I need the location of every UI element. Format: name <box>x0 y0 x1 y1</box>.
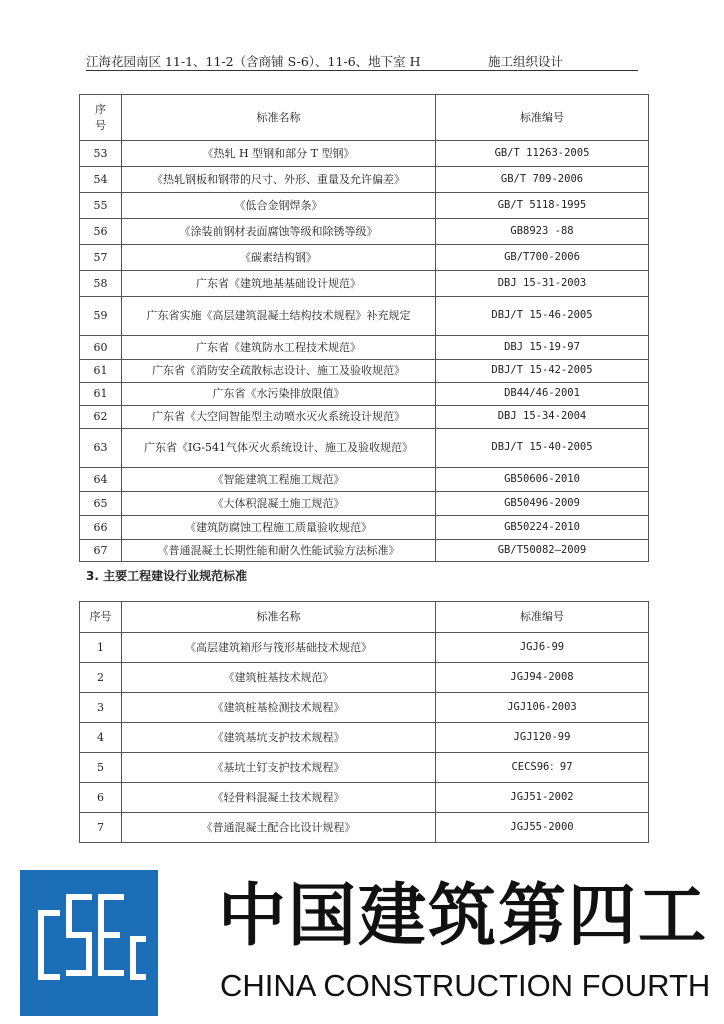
table-row <box>80 167 649 193</box>
table-row <box>80 193 649 219</box>
standards-table-1-body <box>80 141 649 562</box>
standard-name: 《热轧钢板和钢带的尺寸、外形、重量及允许偏差》 <box>122 167 436 193</box>
standard-code: JGJ51-2002 <box>436 783 649 813</box>
table-row <box>80 723 649 753</box>
table-row <box>80 468 649 492</box>
standard-code: JGJ94-2008 <box>436 663 649 693</box>
row-number: 6 <box>80 783 122 813</box>
standard-name: 广东省《水污染排放限值》 <box>122 383 436 406</box>
table-header-row <box>80 602 649 633</box>
row-number: 57 <box>80 245 122 271</box>
company-name-chinese: 中国建筑第四工 <box>218 877 709 956</box>
standard-name: 《涂装前钢材表面腐蚀等级和除锈等级》 <box>122 219 436 245</box>
standard-code: GB/T700-2006 <box>436 245 649 271</box>
table-row <box>80 271 649 297</box>
table-row <box>80 383 649 406</box>
row-number: 66 <box>80 516 122 540</box>
standard-code: DBJ 15-34-2004 <box>436 406 649 429</box>
section-title: 3. 主要工程建设行业规范标准 <box>86 569 248 583</box>
table-row <box>80 753 649 783</box>
row-number: 7 <box>80 813 122 843</box>
company-footer <box>0 848 724 1024</box>
page-header <box>86 50 638 71</box>
table-row <box>80 429 649 468</box>
table-row <box>80 693 649 723</box>
standard-code: GB/T 709-2006 <box>436 167 649 193</box>
row-number: 64 <box>80 468 122 492</box>
standard-code: DBJ 15-31-2003 <box>436 271 649 297</box>
standard-name: 《智能建筑工程施工规范》 <box>122 468 436 492</box>
table-row <box>80 141 649 167</box>
standard-code: GB/T 11263-2005 <box>436 141 649 167</box>
row-number: 63 <box>80 429 122 468</box>
row-number: 59 <box>80 297 122 336</box>
standard-name: 《热轧 H 型钢和部分 T 型钢》 <box>122 141 436 167</box>
header-project-name: 江海花园南区 11-1、11-2（含商铺 S-6）、11-6、地下室 H <box>86 54 421 69</box>
column-header-code: 标准编号 <box>436 602 649 633</box>
column-header-no: 序号 <box>80 95 122 141</box>
row-number: 55 <box>80 193 122 219</box>
table-row <box>80 245 649 271</box>
standard-name: 《普通混凝土长期性能和耐久性能试验方法标准》 <box>122 540 436 562</box>
standard-code: GB8923 -88 <box>436 219 649 245</box>
standard-name: 广东省实施《高层建筑混凝土结构技术规程》补充规定 <box>122 297 436 336</box>
standards-table-2-body <box>80 633 649 843</box>
standard-name: 《普通混凝土配合比设计规程》 <box>122 813 436 843</box>
standard-name: 《低合金钢焊条》 <box>122 193 436 219</box>
standard-code: JGJ106-2003 <box>436 693 649 723</box>
row-number: 61 <box>80 360 122 383</box>
row-number: 53 <box>80 141 122 167</box>
row-number: 65 <box>80 492 122 516</box>
table-row <box>80 297 649 336</box>
row-number: 61 <box>80 383 122 406</box>
table-row <box>80 406 649 429</box>
row-number: 56 <box>80 219 122 245</box>
row-number: 3 <box>80 693 122 723</box>
standard-code: CECS96：97 <box>436 753 649 783</box>
row-number: 58 <box>80 271 122 297</box>
standard-code: DBJ/T 15-42-2005 <box>436 360 649 383</box>
table-row <box>80 783 649 813</box>
table-row <box>80 813 649 843</box>
row-number: 5 <box>80 753 122 783</box>
table-row <box>80 516 649 540</box>
standard-code: GB50496-2009 <box>436 492 649 516</box>
standard-code: GB50224-2010 <box>436 516 649 540</box>
standard-code: GB50606-2010 <box>436 468 649 492</box>
row-number: 67 <box>80 540 122 562</box>
standard-code: DBJ 15-19-97 <box>436 336 649 360</box>
column-header-name: 标准名称 <box>122 95 436 141</box>
standard-name: 广东省《建筑地基基础设计规范》 <box>122 271 436 297</box>
table-row <box>80 492 649 516</box>
standard-name: 广东省《IG-541气体灭火系统设计、施工及验收规范》 <box>122 429 436 468</box>
row-number: 2 <box>80 663 122 693</box>
standard-name: 广东省《消防安全疏散标志设计、施工及验收规范》 <box>122 360 436 383</box>
standard-name: 广东省《建筑防水工程技术规范》 <box>122 336 436 360</box>
cscec-logo-icon <box>20 870 158 1016</box>
standards-table-2 <box>79 601 649 843</box>
row-number: 54 <box>80 167 122 193</box>
table-row <box>80 336 649 360</box>
standard-code: DB44/46-2001 <box>436 383 649 406</box>
standard-code: GB/T 5118-1995 <box>436 193 649 219</box>
standard-code: JGJ120-99 <box>436 723 649 753</box>
table-row <box>80 540 649 562</box>
company-name-english: CHINA CONSTRUCTION FOURTH <box>220 968 711 1003</box>
row-number: 1 <box>80 633 122 663</box>
standard-name: 《建筑桩基检测技术规程》 <box>122 693 436 723</box>
table-row <box>80 219 649 245</box>
table-header-row <box>80 95 649 141</box>
standard-name: 《碳素结构钢》 <box>122 245 436 271</box>
standard-code: GB/T50082—2009 <box>436 540 649 562</box>
column-header-code: 标准编号 <box>436 95 649 141</box>
standard-name: 《基坑土钉支护技术规程》 <box>122 753 436 783</box>
row-number: 4 <box>80 723 122 753</box>
standard-name: 广东省《大空间智能型主动喷水灭火系统设计规范》 <box>122 406 436 429</box>
standard-code: DBJ/T 15-40-2005 <box>436 429 649 468</box>
standard-name: 《高层建筑箱形与筏形基础技术规范》 <box>122 633 436 663</box>
column-header-name: 标准名称 <box>122 602 436 633</box>
column-header-no: 序号 <box>80 602 122 633</box>
table-row <box>80 360 649 383</box>
standard-name: 《轻骨料混凝土技术规程》 <box>122 783 436 813</box>
standards-table-1 <box>79 94 649 562</box>
row-number: 62 <box>80 406 122 429</box>
standard-name: 《建筑基坑支护技术规程》 <box>122 723 436 753</box>
table-row <box>80 663 649 693</box>
standard-name: 《建筑防腐蚀工程施工质量验收规范》 <box>122 516 436 540</box>
header-doc-title: 施工组织设计 <box>488 54 564 69</box>
standard-code: DBJ/T 15-46-2005 <box>436 297 649 336</box>
standard-name: 《建筑桩基技术规范》 <box>122 663 436 693</box>
row-number: 60 <box>80 336 122 360</box>
standard-code: JGJ6-99 <box>436 633 649 663</box>
table-row <box>80 633 649 663</box>
standard-name: 《大体积混凝土施工规范》 <box>122 492 436 516</box>
standard-code: JGJ55-2000 <box>436 813 649 843</box>
